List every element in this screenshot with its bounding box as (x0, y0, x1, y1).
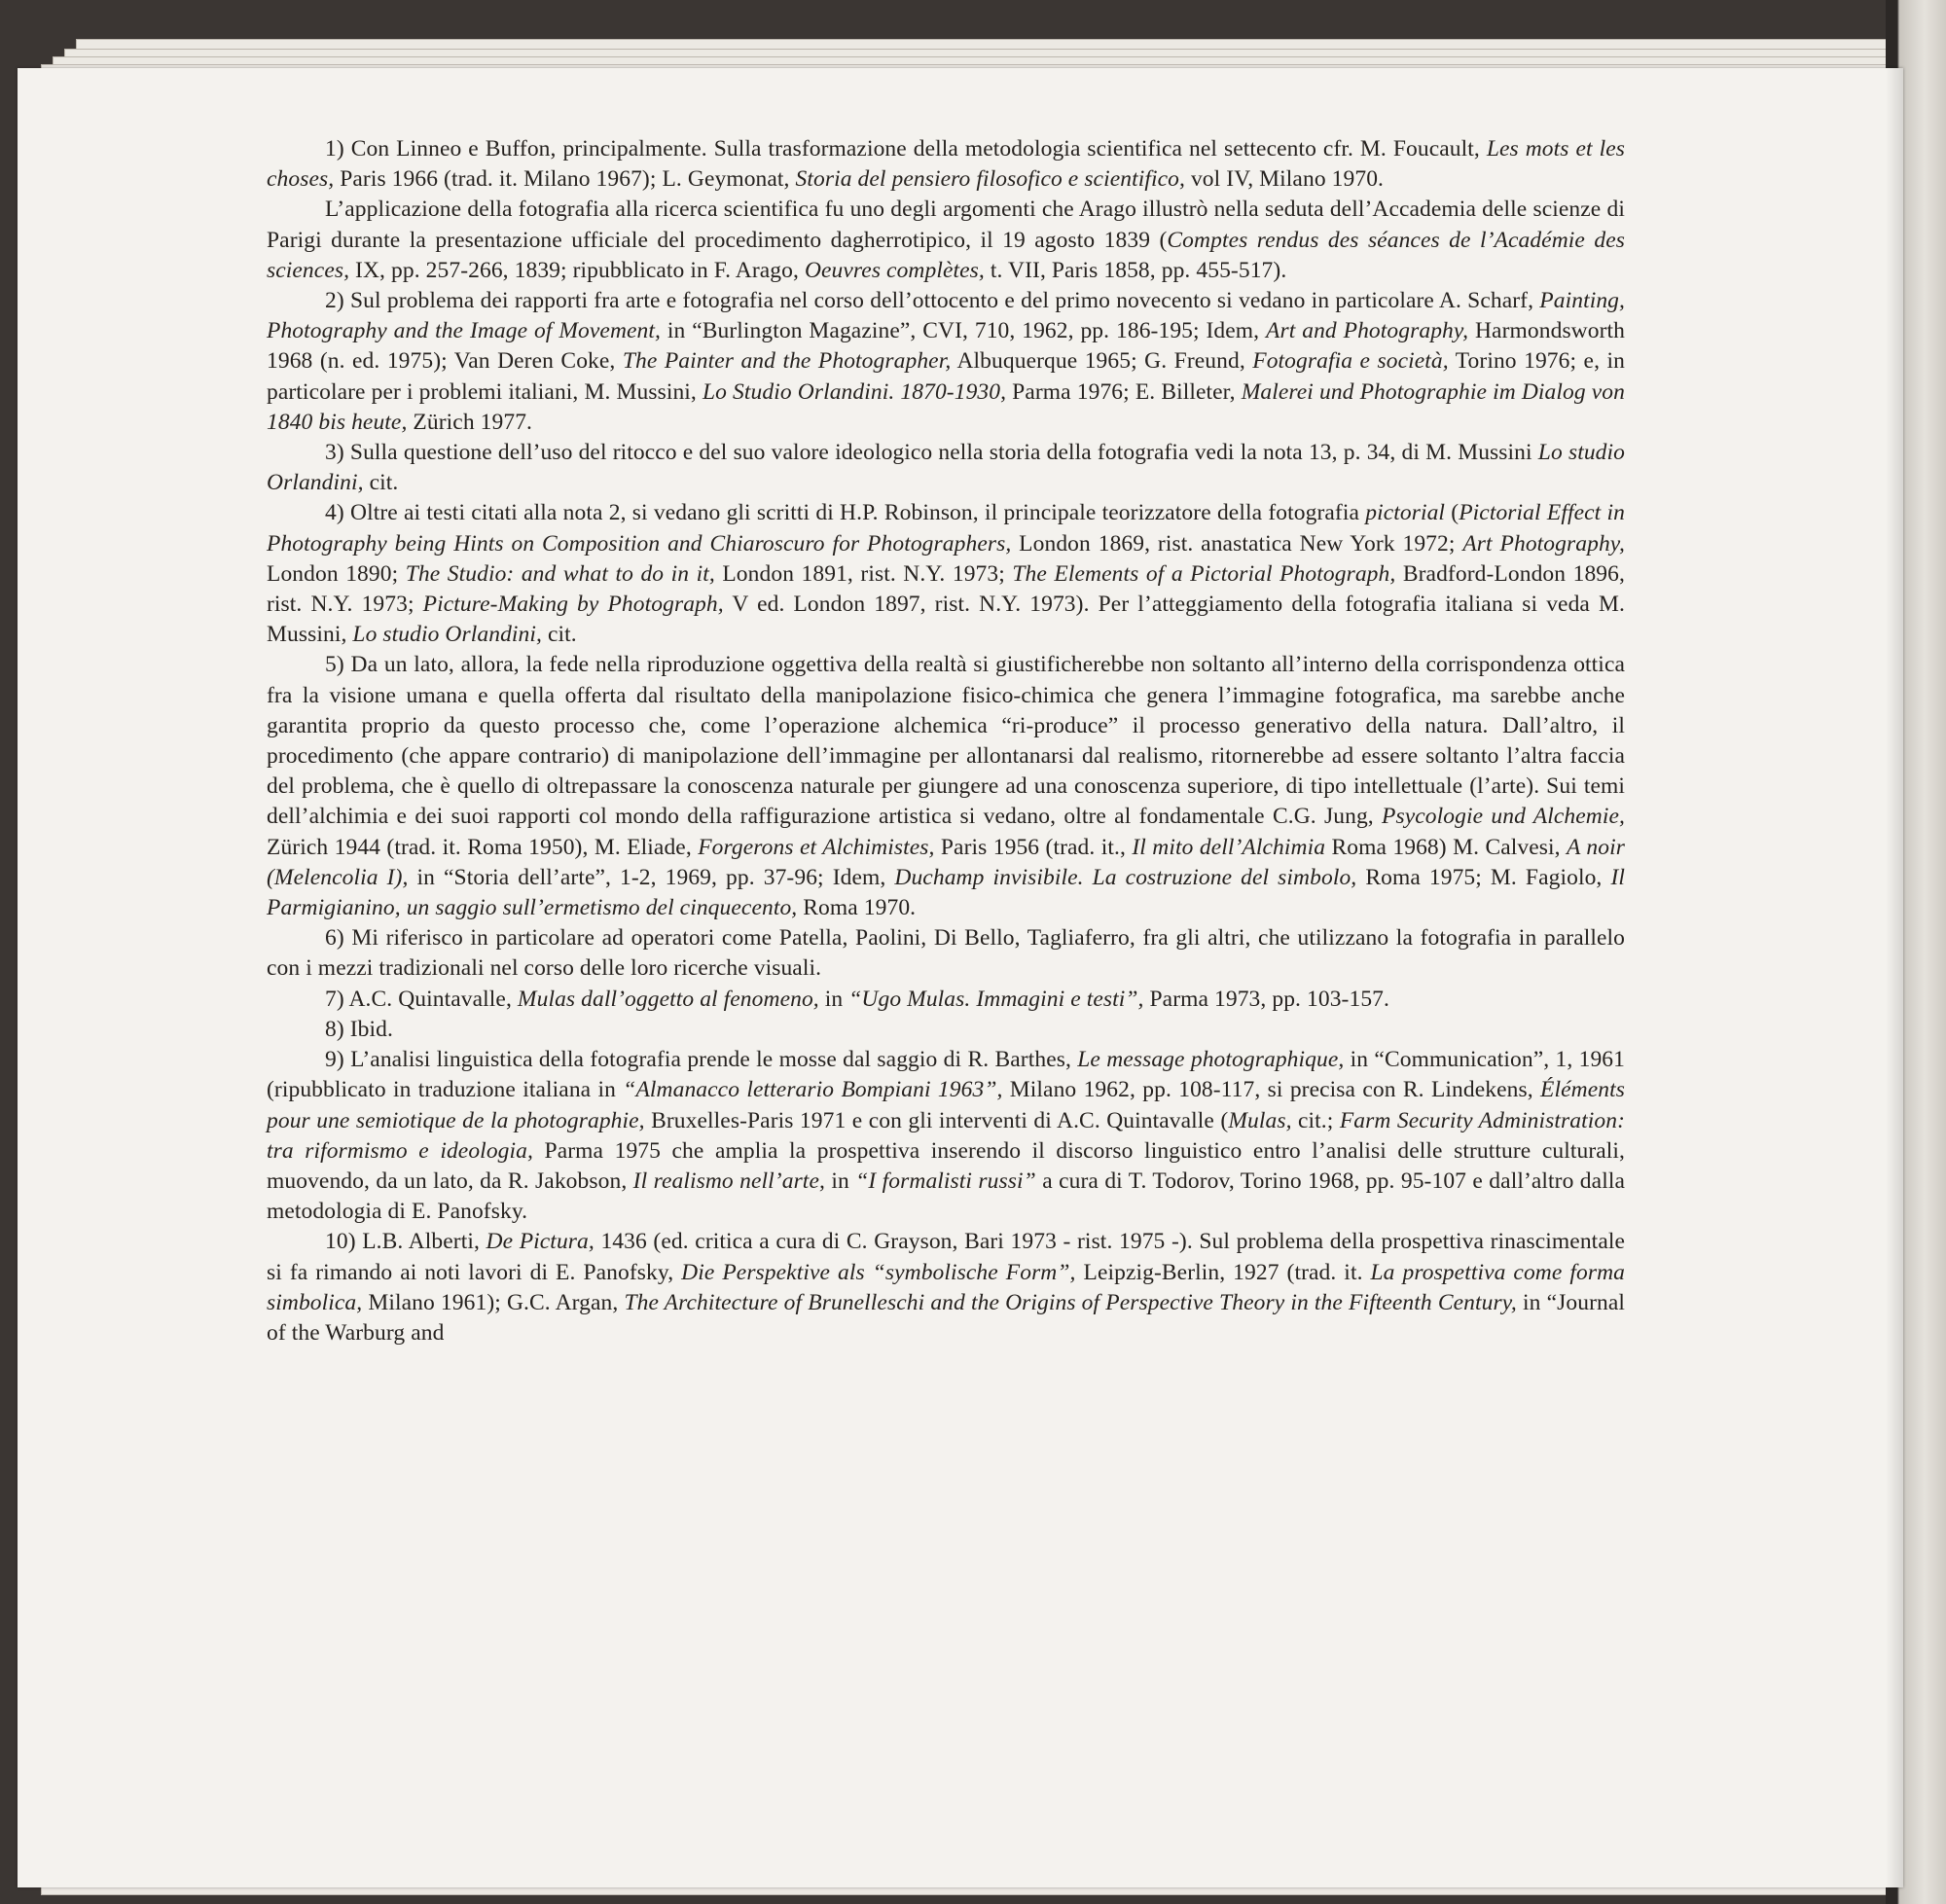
footnote-text: Roma 1975; M. Fagiolo, (1356, 864, 1611, 890)
footnote-text: t. VII, Paris 1858, pp. 455-517). (984, 257, 1287, 283)
footnote-citation-title: Il mito dell’Alchimia (1132, 834, 1326, 860)
footnote-text: Bradford-London 1896, rist. N.Y. 1973; (267, 560, 1625, 618)
footnote (267, 195, 1625, 286)
footnote-text: Bruxelles-Paris 1971 e con gli interventi di A.C. Quintavalle ( (644, 1107, 1229, 1133)
footnote-text: Con Linneo e Buffon, principalmente. Sulla trasformazione della metodologia scientifica nel settecento cfr. M. Foucault, (343, 136, 1487, 162)
footnote-citation-title: The Painter and the Photographer, (622, 348, 952, 375)
footnote-number: 6) (325, 925, 344, 952)
footnote-citation-title: “I formalisti russi” (855, 1168, 1036, 1194)
footnote-citation-title: Forgerons et Alchimistes, (698, 834, 935, 860)
footnote-text: Sulla questione dell’uso del ritocco e del suo valore ideologico nella storia della fotografia vedi la nota 13, p. 34, di M. Mussini (343, 440, 1538, 466)
footnote-citation-title: Fotografia e società, (1252, 348, 1449, 375)
footnote-text: Harmondsworth 1968 (n. ed. 1975); Van Deren Coke, (267, 318, 1626, 375)
footnote (267, 498, 1625, 650)
footnote (267, 438, 1625, 498)
footnote (267, 923, 1625, 984)
footnote-citation-title: The Elements of a Pictorial Photograph, (1012, 560, 1396, 587)
footnote-number: 10) (325, 1229, 356, 1255)
footnote (267, 985, 1625, 1015)
footnote (267, 650, 1625, 923)
footnote-citation-title: Comptes rendus des séances de l’Académie des sciences, (267, 227, 1625, 283)
footnote-citation-title: Oeuvres complètes, (804, 257, 985, 283)
footnote-text: Parma 1976; E. Billeter, (1006, 378, 1242, 405)
footnote-text: Albuquerque 1965; G. Freund, (951, 348, 1253, 375)
footnote-text: ( (1445, 500, 1460, 526)
footnote-citation-title: Les mots et les choses, (267, 136, 1625, 193)
footnote-text: Sul problema dei rapporti fra arte e fotografia nel corso dell’ottocento e del primo novecento si vedano in particolare A. Scharf, (343, 288, 1540, 314)
footnote-text: cit. (363, 470, 399, 496)
footnote-text: Zürich 1944 (trad. it. Roma 1950), M. Eliade, (267, 834, 699, 860)
footnote-text: A.C. Quintavalle, (343, 986, 518, 1012)
footnote-text: Oltre ai testi citati alla nota 2, si vedano gli scritti di H.P. Robinson, il principale teorizzatore della fotografia (343, 500, 1366, 526)
footnote-text: Mi riferisco in particolare ad operatori come Patella, Paolini, Di Bello, Tagliaferro, fra gli altri, che utilizzano la fotografia in parallelo con i mezzi tradizionali nel corso delle loro ricerche visuali. (267, 925, 1625, 982)
footnote-text: Paris 1956 (trad. it., (934, 834, 1133, 860)
footnote-text: IX, pp. 257-266, 1839; ripubblicato in F. Arago, (349, 257, 805, 283)
footnote-citation-title: “Ugo Mulas. Immagini e testi”, (848, 986, 1144, 1012)
footnote-number: 9) (325, 1047, 344, 1073)
footnote (267, 1227, 1625, 1348)
footnote-number: 3) (325, 440, 344, 466)
footnote-text: Torino 1976; e, in particolare per i problemi italiani, M. Mussini, (267, 348, 1625, 405)
footnotes-block (267, 134, 1625, 1348)
footnote-citation-title: Le message photographique, (1077, 1047, 1345, 1073)
footnote-number: 1) (325, 136, 344, 162)
footnote-text: London 1869, rist. anastatica New York 1972; (1011, 530, 1463, 557)
footnote-number: 4) (325, 500, 344, 526)
footnote-citation-title: Art Photography, (1462, 530, 1626, 557)
footnote-number: 5) (325, 652, 344, 678)
footnote-citation-title: The Studio: and what to do in it, (405, 560, 715, 587)
footnote-text: vol IV, Milano 1970. (1184, 166, 1385, 193)
footnote-text: Ibid. (343, 1016, 393, 1042)
footnote-text: London 1891, rist. N.Y. 1973; (714, 560, 1013, 587)
footnote (267, 1015, 1625, 1045)
footnote-number: 8) (325, 1016, 344, 1042)
footnote-text: Roma 1970. (797, 895, 917, 921)
footnote-text: Roma 1968) M. Calvesi, (1325, 834, 1567, 860)
footnote-text: Paris 1966 (trad. it. Milano 1967); L. Geymonat, (334, 166, 796, 193)
footnote-citation-title: Die Perspektive als “symbolische Form”, (681, 1259, 1076, 1285)
footnote-citation-title: Farm Security Administration: tra riformismo e ideologia, (267, 1107, 1626, 1164)
footnote-number: 7) (325, 986, 344, 1012)
footnote-text: Zürich 1977. (407, 409, 533, 435)
footnote-citation-title: Mulas, (1228, 1107, 1292, 1133)
footnote-citation-title: Éléments pour une semiotique de la photographie, (267, 1077, 1625, 1133)
footnote-citation-title: A noir (Melencolia I), (267, 834, 1625, 890)
footnote-text: 1436 (ed. critica a cura di C. Grayson, Bari 1973 - rist. 1975 -). Sul problema della prospettiva rinascimentale si fa rimando ai noti lavori di E. Panofsky, (267, 1229, 1626, 1285)
footnote-text: V ed. London 1897, rist. N.Y. 1973). Per l’atteggiamento della fotografia italiana si veda M. Mussini, (267, 592, 1625, 648)
footnote-citation-title: Storia del pensiero filosofico e scientifico, (795, 166, 1185, 193)
footnote-citation-title: Painting, Photography and the Image of Movement, (267, 288, 1625, 344)
footnote-text: L.B. Alberti, (355, 1229, 486, 1255)
footnote-text: Leipzig-Berlin, 1927 (trad. it. (1075, 1259, 1371, 1285)
footnote-text: in (818, 986, 849, 1012)
footnote-text: in “Communication”, 1, 1961 (ripubblicato in traduzione italiana in (267, 1047, 1626, 1103)
footnote-citation-title: Psycologie und Alchemie, (1382, 804, 1625, 830)
footnote-citation-title: Duchamp invisibile. La costruzione del simbolo, (894, 864, 1357, 890)
footnote-text: cit. (542, 622, 577, 648)
footnote-text: Milano 1961); G.C. Argan, (362, 1289, 625, 1315)
footnote-text: in (824, 1168, 856, 1194)
footnote-citation-title: De Pictura, (486, 1229, 595, 1255)
footnote-text: a cura di T. Todorov, Torino 1968, pp. 95-107 e dall’altro dalla metodologia di E. Panofsky. (267, 1168, 1625, 1225)
footnote-citation-title: Il Parmigianino, un saggio sull’ermetismo del cinquecento, (267, 864, 1625, 921)
footnote-text: L’analisi linguistica della fotografia prende le mosse dal saggio di R. Barthes, (343, 1047, 1078, 1073)
footnote-text: in “Storia dell’arte”, 1-2, 1969, pp. 37-96; Idem, (408, 864, 895, 890)
footnote-text: Parma 1973, pp. 103-157. (1143, 986, 1390, 1012)
footnote-number: 2) (325, 288, 344, 314)
footnote-citation-title: La prospettiva come forma simbolica, (267, 1259, 1626, 1315)
footnote-citation-title: Malerei und Photographie im Dialog von 1840 bis heute, (267, 378, 1626, 435)
footnote-text: L’applicazione della fotografia alla ricerca scientifica fu uno degli argomenti che Arago illustrò nella seduta dell’Accademia delle scienze di Parigi durante la presentazione ufficiale del procedimento dagherrotipico, il 19 agosto 1839 ( (267, 197, 1625, 253)
footnote-text: Milano 1962, pp. 108-117, si precisa con R. Lindekens, (1002, 1077, 1541, 1103)
footnote-text: cit.; (1291, 1107, 1340, 1133)
footnote-text: Da un lato, allora, la fede nella riproduzione oggettiva della realtà si giustificherebbe non soltanto all’interno della corrispondenza ottica fra la visione umana e quella offerta dal risultato della manipolazione fisico-chimica che genera l’immagine fotografica, ma sarebbe anche garantita proprio da questo processo che, come l’operazione alchemica “ri-produce” il processo generativo della natura. Dall’altro, il procedimento (che appare contrario) di manipolazione dell’immagine per allontanarsi dal realismo, ritornerebbe ad essere soltanto l’altra faccia del problema, che è quello di oltrepassare la conoscenza naturale per giungere ad una conoscenza superiore, di tipo intellettuale (l’arte). Sui temi dell’alchimia e dei suoi rapporti col mondo della raffigurazione artistica si vedano, oltre al fondamentale C.G. Jung, (267, 652, 1625, 830)
footnote-text: Parma 1975 che amplia la prospettiva inserendo il discorso linguistico entro l’analisi delle strutture culturali, muovendo, da un lato, da R. Jakobson, (267, 1137, 1626, 1194)
footnote (267, 134, 1625, 195)
footnote (267, 286, 1625, 438)
footnote-text: in “Journal of the Warburg and (267, 1289, 1625, 1346)
footnote-citation-title: Pictorial Effect in Photography being Hints on Composition and Chiaroscuro for Photographers, (267, 500, 1625, 557)
footnote-text: London 1890; (267, 560, 406, 587)
footnote-citation-title: “Almanacco letterario Bompiani 1963”, (623, 1077, 1003, 1103)
footnote-citation-title: pictorial (1365, 500, 1446, 526)
footnote-citation-title: The Architecture of Brunelleschi and the Origins of Perspective Theory in the Fifteenth Century, (624, 1289, 1517, 1315)
footnote-citation-title: Lo Studio Orlandini. 1870-1930, (702, 378, 1007, 405)
footnote-text: in “Burlington Magazine”, CVI, 710, 1962, pp. 186-195; Idem, (661, 318, 1267, 344)
footnote-citation-title: Art and Photography, (1266, 318, 1469, 344)
footnote-citation-title: Lo studio Orlandini, (267, 440, 1625, 496)
footnote-citation-title: Picture-Making by Photograph, (422, 592, 724, 618)
footnote-citation-title: Mulas dall’oggetto al fenomeno, (517, 986, 819, 1012)
footnote (267, 1045, 1625, 1227)
footnote-citation-title: Lo studio Orlandini, (352, 622, 543, 648)
footnote-citation-title: Il realismo nell’arte, (632, 1168, 825, 1194)
